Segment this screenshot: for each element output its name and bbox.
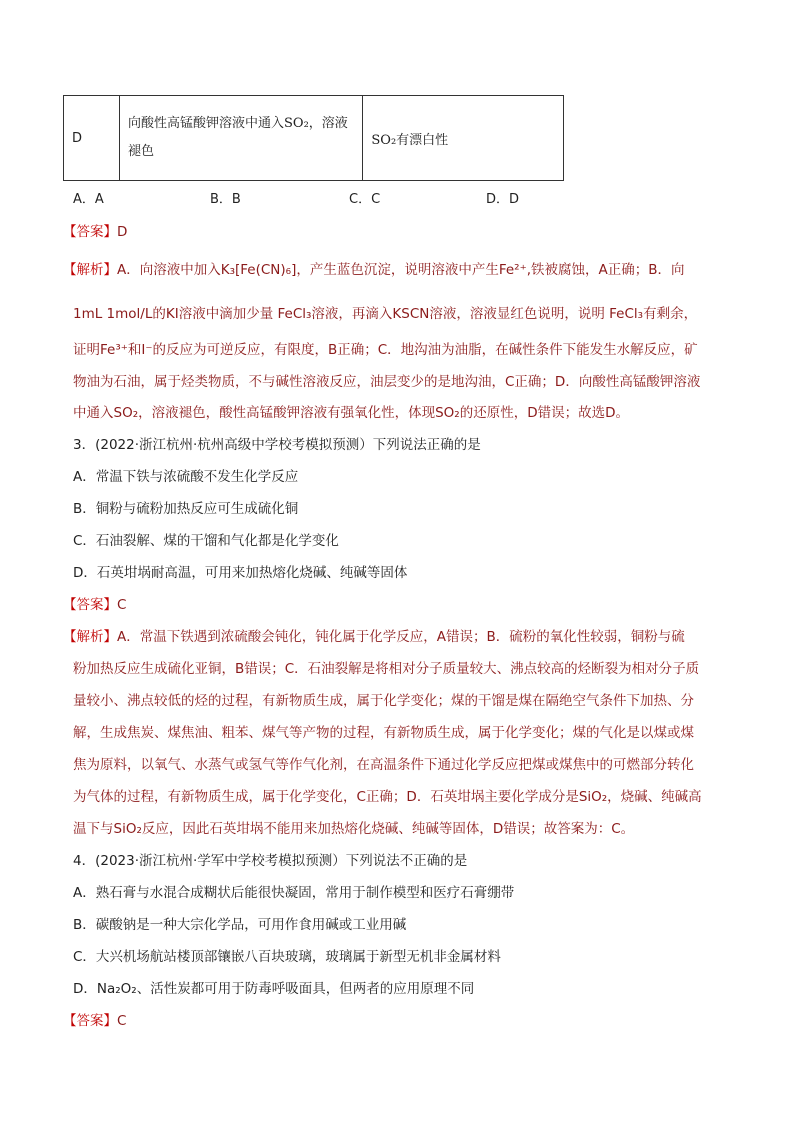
table-row (64, 96, 564, 181)
q4-option-a: A．熟石膏与水混合成糊状后能很快凝固，常用于制作模型和医疗石膏绷带 (73, 885, 515, 901)
q3-analysis-line-2: 粉加热反应生成硫化亚铜，B错误；C．石油裂解是将相对分子质量较大、沸点较高的烃断裂为相对分子质 (73, 661, 700, 677)
options-table (63, 95, 564, 181)
q3-analysis-line-6: 为气体的过程，有新物质生成，属于化学变化，C正确；D．石英坩埚主要化学成分是SiO₂，烧碱、纯碱高 (73, 789, 702, 805)
q3-analysis-line-5: 焦为原料，以氧气、水蒸气或氢气等作气化剂，在高温条件下通过化学反应把煤或煤焦中的可燃部分转化 (73, 757, 694, 773)
q2-choices (73, 188, 573, 208)
q3-analysis-line-3: 量较小、沸点较低的烃的过程，有新物质生成，属于化学变化；煤的干馏是煤在隔绝空气条件下加热、分 (73, 693, 694, 709)
q3-option-b: B．铜粉与硫粉加热反应可生成硫化铜 (73, 501, 299, 517)
row-label: D (64, 96, 120, 181)
q3-option-c: C．石油裂解、煤的干馏和气化都是化学变化 (73, 533, 339, 549)
conclusion-text: 有漂白性 (396, 132, 449, 148)
choice-b: B．B (210, 192, 241, 207)
q3-answer: 【答案】C (63, 597, 127, 613)
q3-option-a: A．常温下铁与浓硫酸不发生化学反应 (73, 469, 299, 485)
operation-formula: SO₂ (284, 116, 309, 131)
q3-analysis-line-7: 温下与SiO₂反应，因此石英坩埚不能用来加热熔化烧碱、纯碱等固体，D错误；故答案为：C。 (73, 821, 635, 837)
answer-value: D (117, 224, 128, 240)
q4-answer: 【答案】C (63, 1013, 127, 1029)
q4-option-c: C．大兴机场航站楼顶部镶嵌八百块玻璃，玻璃属于新型无机非金属材料 (73, 949, 501, 965)
operation-text-a: 向酸性高锰酸钾溶液中通入 (128, 116, 285, 131)
q3-analysis-line-1: 【解析】A．常温下铁遇到浓硫酸会钝化，钝化属于化学反应，A错误；B．硫粉的氧化性较弱，铜粉与硫 (63, 629, 685, 645)
conclusion-formula: SO₂ (371, 132, 397, 148)
analysis-tag: 【解析】 (63, 262, 117, 278)
q3-option-d: D．石英坩埚耐高温，可用来加热熔化烧碱、纯碱等固体 (73, 565, 408, 581)
choice-c: C．C (349, 192, 381, 207)
q2-analysis-line-5: 中通入SO₂，溶液褪色，酸性高锰酸钾溶液有强氧化性，体现SO₂的还原性，D错误；故选D。 (73, 405, 630, 421)
operation-text-b: ，溶液 (308, 116, 348, 131)
choice-d: D．D (486, 192, 520, 207)
choice-a: A．A (73, 192, 104, 207)
q2-answer (63, 220, 127, 240)
operation-cell (120, 96, 363, 181)
q3-analysis-line-4: 解，生成焦炭、煤焦油、粗苯、煤气等产物的过程，有新物质生成，属于化学变化；煤的气化是以煤或煤 (73, 725, 694, 741)
q4-option-d: D．Na₂O₂、活性炭都可用于防毒呼吸面具，但两者的应用原理不同 (73, 981, 475, 997)
q2-analysis-line-3: 证明Fe³⁺和I⁻的反应为可逆反应，有限度，B正确；C．地沟油为油脂，在碱性条件下能发生水解反应，矿 (73, 342, 698, 358)
q3-stem: 3．(2022·浙江杭州·杭州高级中学校考模拟预测）下列说法正确的是 (73, 437, 481, 453)
q4-stem: 4．(2023·浙江杭州·学军中学校考模拟预测）下列说法不正确的是 (73, 853, 468, 869)
operation-text-c: 褪色 (128, 144, 155, 159)
answer-tag: 【答案】 (63, 224, 117, 240)
q2-analysis-line-2: 1mL 1mol/L的KI溶液中滴加少量 FeCl₃溶液，再滴入KSCN溶液，溶液显红色说明，说明 FeCl₃有剩余， (73, 306, 698, 322)
q2-analysis-line-4: 物油为石油，属于烃类物质，不与碱性溶液反应，油层变少的是地沟油，C正确；D．向酸性高锰酸钾溶液 (73, 374, 701, 390)
q2-analysis-line-1: 【解析】A．向溶液中加入K₃[Fe(CN)₆]，产生蓝色沉淀，说明溶液中产生Fe²⁺,铁被腐蚀，A正确；B．向 (63, 262, 685, 278)
q4-option-b: B．碳酸钠是一种大宗化学品，可用作食用碱或工业用碱 (73, 917, 407, 933)
conclusion-cell (363, 96, 564, 181)
